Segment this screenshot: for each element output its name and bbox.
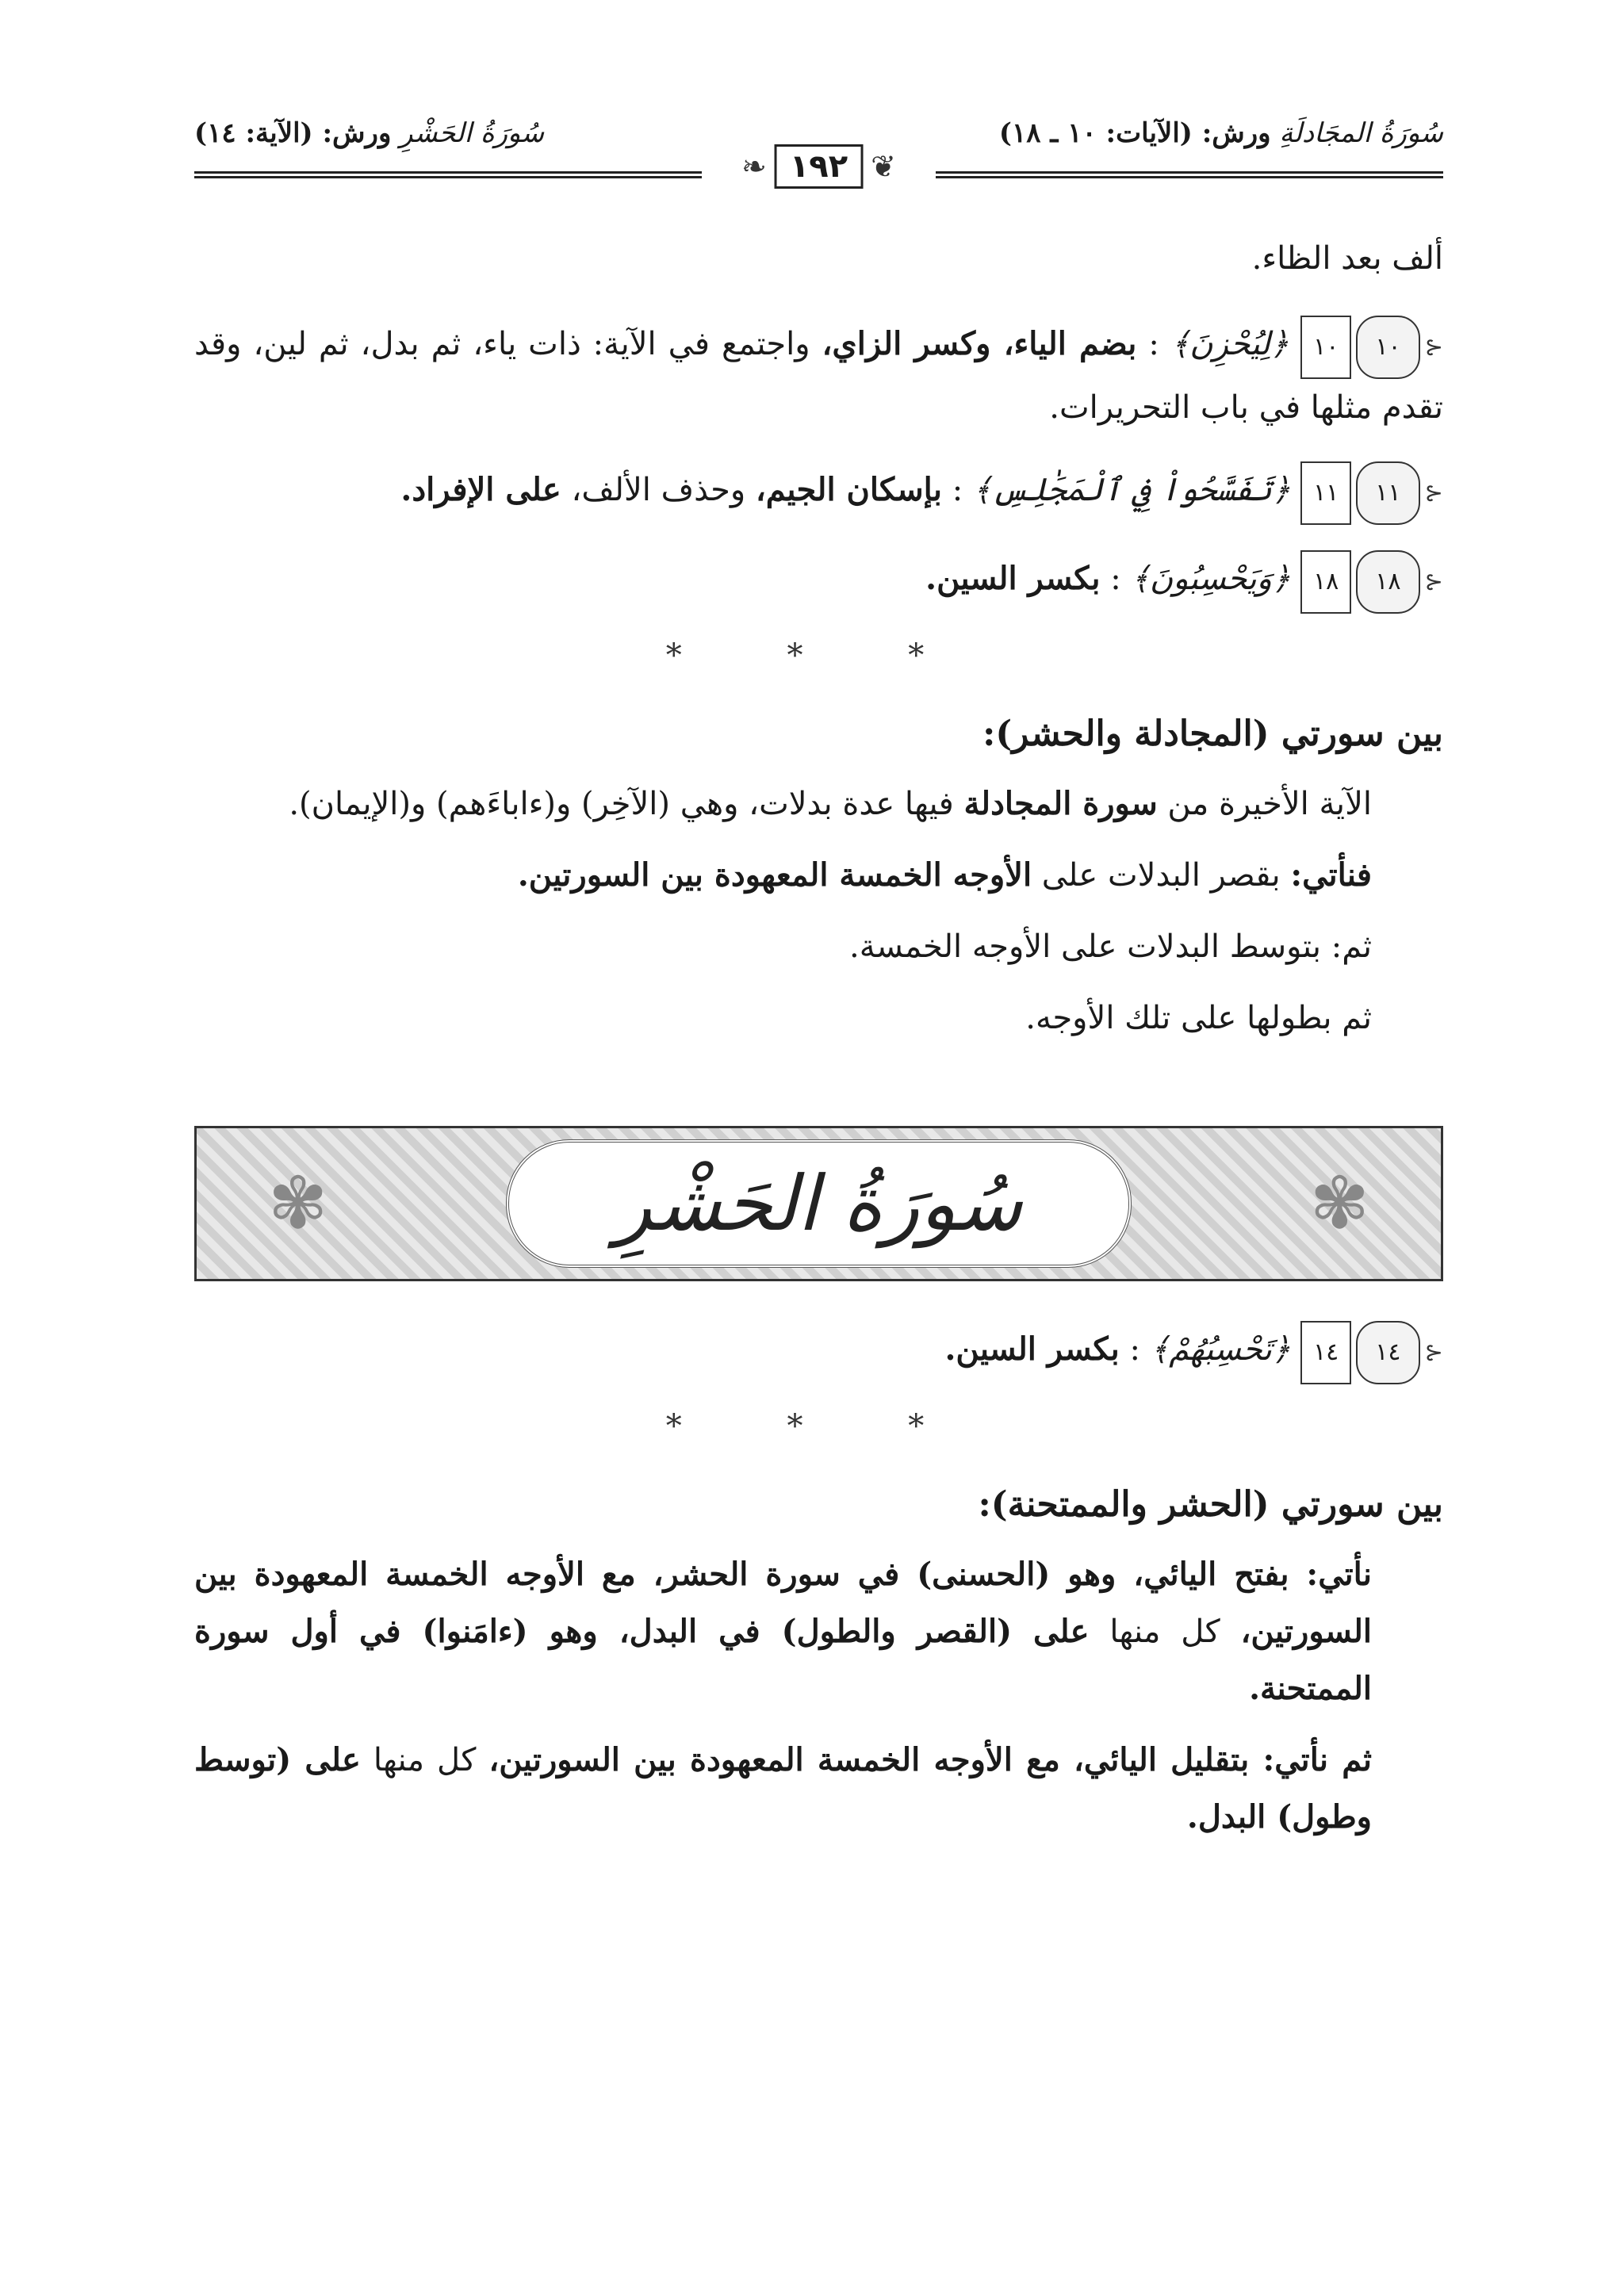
verse-number-oval: ١١	[1356, 461, 1419, 525]
header-rule-right	[936, 171, 1443, 178]
section1-paragraph-2	[194, 847, 1443, 904]
surah-title: سُورَةُ الحَشْرِ	[615, 1159, 1023, 1248]
section-heading-1	[194, 706, 1443, 763]
bold-span: الأوجه الخمسة المعهودة بين السورتين.	[517, 856, 1032, 894]
quran-word: ﴿تَحْسِبُهُمْ﴾	[1150, 1331, 1291, 1368]
section-separator: * * *	[665, 637, 972, 674]
section1-paragraph-4: ثم بطولها على تلك الأوجه.	[1025, 1000, 1372, 1036]
page	[194, 103, 1443, 1846]
verse-badge	[1300, 1321, 1443, 1384]
surah-banner	[194, 1126, 1443, 1281]
arabesque-icon: ✾	[268, 1162, 328, 1246]
section2-paragraph-1	[194, 1546, 1443, 1717]
page-number-value: ١٩٢	[775, 144, 863, 189]
arabesque-icon: ✾	[1309, 1162, 1369, 1246]
verse-badge	[1300, 550, 1443, 614]
ornament-icon: ⊰	[1424, 1339, 1443, 1365]
ruling-bold: بإسكان الجيم،	[755, 471, 942, 508]
text-span: كل منها	[1089, 1614, 1241, 1650]
verse-number-box: ١٠	[1300, 316, 1351, 379]
section-heading-2: بين سورتي (الحشر والممتحنة):	[978, 1484, 1443, 1525]
verse-number-oval: ١٤	[1356, 1321, 1419, 1384]
ruling-bold-2: على الإفراد.	[400, 471, 561, 508]
ruling-bold: بكسر السين.	[925, 560, 1101, 597]
verse-number-box: ١٨	[1300, 550, 1351, 614]
heading-bold: سورتي (المجادلة والحشر):	[982, 714, 1385, 754]
verse-badge	[1300, 316, 1443, 379]
header-rule-left	[194, 171, 702, 178]
header-left-verses: ورش: (الآية: ١٤)	[194, 117, 392, 149]
ornament-icon: ⊰	[1424, 334, 1444, 360]
quran-word: ﴿تَفَسَّحُواْ فِي ٱلْمَجَٰلِسِ﴾	[972, 472, 1291, 508]
verse-number-oval: ١٠	[1356, 316, 1419, 379]
colon: :	[952, 472, 963, 508]
heading-plain: بين	[1396, 714, 1443, 754]
colon: :	[1129, 1331, 1140, 1368]
quran-word: ﴿لِيُحْزِنَ﴾	[1170, 326, 1289, 362]
ornament-icon: ❦	[871, 149, 896, 184]
bold-span: سورة المجادلة	[963, 785, 1158, 822]
text-span: كل منها	[360, 1742, 489, 1778]
ornament-icon: ⊰	[1424, 568, 1443, 595]
intro-line: ألف بعد الظاء.	[1251, 240, 1443, 277]
note-item-14	[194, 1313, 1443, 1384]
page-header	[194, 103, 1443, 198]
verse-badge	[1300, 461, 1443, 525]
note-item-10	[194, 308, 1443, 436]
ruling-bold: بضم الياء، وكسر الزاي،	[822, 325, 1137, 362]
page-number	[741, 144, 896, 189]
bold-span: على (توسط وطول) البدل.	[194, 1741, 1372, 1836]
text-span: بقصر البدلات على	[1032, 857, 1291, 894]
surah-banner-cartouche	[506, 1139, 1132, 1268]
section2-paragraph-2	[194, 1732, 1443, 1846]
verse-number-box: ١٤	[1300, 1321, 1351, 1384]
bold-span: على (القصر والطول) في البدل، وهو (ءامَنوا) في أول سورة الممتحنة.	[194, 1613, 1372, 1707]
colon: :	[1110, 561, 1121, 597]
ornament-icon: ⊰	[1424, 480, 1443, 506]
ruling-text: واجتمع في الآية: ذات ياء، ثم بدل، ثم لين، وقد تقدم مثلها في باب التحريرات.	[194, 326, 1443, 426]
section1-paragraph-3: ثم: بتوسط البدلات على الأوجه الخمسة.	[849, 928, 1372, 965]
header-right	[999, 117, 1443, 149]
quran-word: ﴿وَيَحْسِبُونَ﴾	[1131, 561, 1291, 597]
bold-span: ثم نأتي: بتقليل اليائي، مع الأوجه الخمسة المعهودة بين السورتين،	[488, 1741, 1372, 1778]
bold-span: فنأتي:	[1290, 856, 1372, 894]
header-right-sura: سُورَةُ المجَادلَةِ	[1279, 117, 1443, 149]
colon: :	[1148, 326, 1159, 362]
ruling-text: وحذف الألف،	[561, 472, 756, 508]
verse-number-oval: ١٨	[1356, 550, 1419, 614]
section1-paragraph-1	[194, 775, 1443, 833]
header-left	[194, 117, 544, 149]
section-separator: * * *	[665, 1408, 972, 1445]
text-span: الآية الأخيرة من	[1157, 786, 1372, 822]
ornament-icon: ❧	[741, 149, 767, 184]
verse-number-box: ١١	[1300, 461, 1351, 525]
note-item-18	[194, 542, 1443, 614]
ruling-bold: بكسر السين.	[944, 1330, 1120, 1368]
header-left-sura: سُورَةُ الحَشْرِ	[400, 117, 545, 149]
note-item-11	[194, 454, 1443, 525]
bold-span: نأتي: بفتح اليائي، وهو (الحسنى) في سورة الحشر، مع الأوجه الخمسة المعهودة بين السورتين،	[194, 1556, 1372, 1650]
header-right-verses: ورش: (الآيات: ١٠ ـ ١٨)	[998, 117, 1271, 149]
text-span: فيها عدة بدلات، وهي (الآخِر) و(ءاباءَهم) و(الإيمان).	[289, 786, 964, 822]
